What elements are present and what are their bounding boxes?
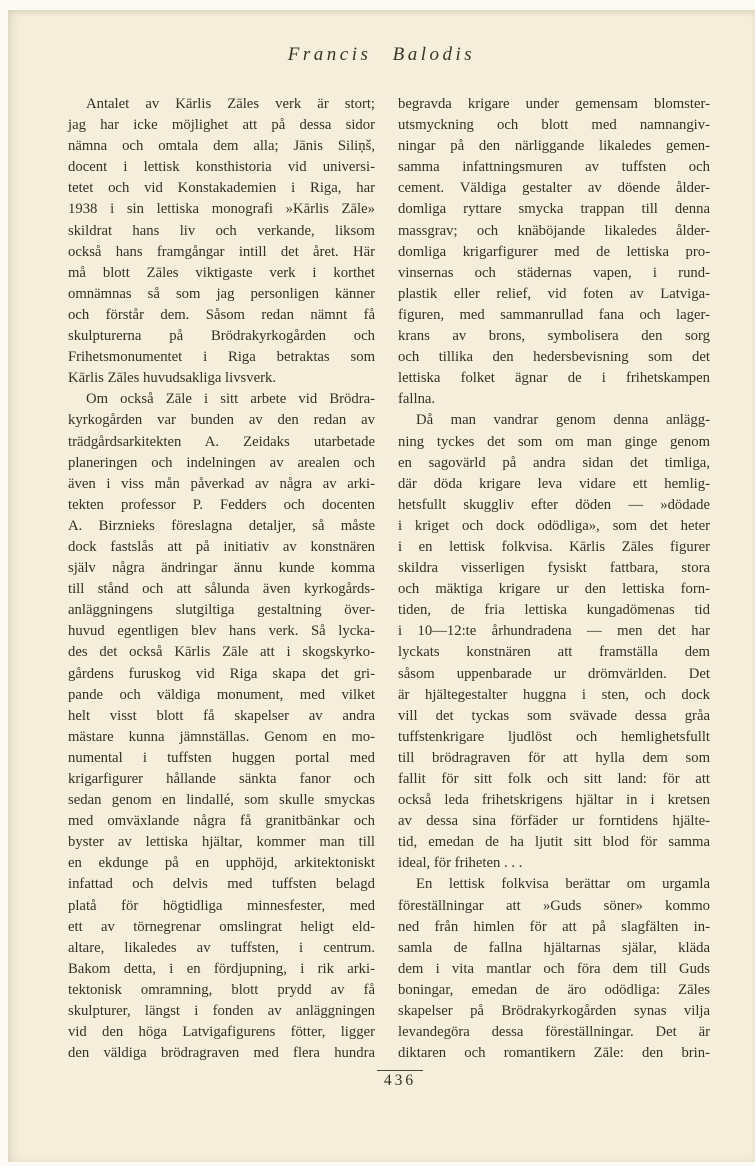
text-line: nämna och omtala dem alla; Jānis Siliņš, [68,138,375,155]
text-line: ideal, för friheten . . . [398,855,523,872]
text-line: och förstår dem. Såsom redan nämnt få [68,306,375,323]
text-line: Kārlis Zāles huvudsakliga livsverk. [68,370,277,387]
text-line: av dessa sina förfäder ur forntidens hjälte- [398,813,710,830]
running-head-author: Francis Balodis [287,44,476,65]
text-line: tekten professor P. Fedders och docenten [68,496,375,513]
text-line: skapelser på Brödrakyrkogården synas vilja [398,1003,710,1020]
text-line: pande och väldiga monument, med vilket [68,686,375,703]
text-line: och mäktiga krigare ur den lettiska forn- [398,581,710,598]
text-line: skulpturer, längst i fonden av anläggningen [68,1003,375,1020]
text-line: samla de fallna hjältarnas själar, kläda [398,939,710,956]
text-line: samma infattningsmuren av tuffsten och [398,159,710,176]
text-line: föreställningar att »Guds söner» kommo [398,897,710,914]
text-line: också leda frihetskrigens hjältar in i kretsen [398,792,710,809]
text-line: tiden, de fria lettiska kungadömenas tid [398,602,710,619]
text-line: kyrkogården var bunden av den redan av [68,412,375,429]
text-line: fallit för sitt folk och sitt land: för att [398,771,710,787]
text-line: helt visst blott få skapelser av andra [68,707,375,724]
text-line: docent i lettisk konsthistoria vid universi- [68,159,375,176]
text-line: i 10—12:te århundradena — men det har [398,623,710,640]
text-line: skildrat hans liv och verkande, liksom [68,222,375,239]
text-line: 1938 i sin lettiska monografi »Kārlis Zāle» [68,201,375,218]
text-line: ett av törnegrenar omslingrat heligt eld- [68,918,375,935]
text-line: i en lettisk folkvisa. Kārlis Zāles figurer [398,538,710,555]
text-line: må blott Zāles viktigaste verk i korthet [68,264,375,281]
text-line: trädgårdsarkitekten A. Zeidaks utarbetade [68,433,375,450]
text-line: tetet och vid Konstakademien i Riga, har [68,180,375,197]
page-number: 436 [383,1072,417,1089]
text-line: lettiska folket ägnar de i frihetskampen [398,370,710,387]
text-line: gårdens furuskog vid Riga skapa det gri- [68,665,375,682]
text-line: des det också Kārlis Zāle att i skogskyrko- [68,644,375,661]
text-line: cement. Väldiga gestalter av döende ålder- [398,180,710,197]
text-line: vinsernas och städernas vapen, i rund- [398,264,710,281]
text-line: Bakom detta, i en fördjupning, i rik arki- [68,960,375,977]
text-line: till brödragraven för att hylla dem som [398,749,710,766]
book-page [8,10,755,1162]
text-line: planeringen och indelningen av arealen och [68,454,375,471]
text-line: den väldiga brödragraven med flera hundra [68,1045,375,1062]
text-line: till stånd och att sålunda även kyrkogårds- [68,581,375,598]
column-left [68,94,375,1064]
text-line: tuffstenkrigare ljudlöst och hemlighetsfullt [398,728,710,745]
text-line: Frihetsmonumentet i Riga betraktas som [68,349,375,366]
text-line: mästare kunna jämnställas. Genom en mo- [68,728,375,745]
text-line: vid den höga Latvigafigurens fötter, ligger [68,1024,375,1041]
text-line: Om också Zāle i sitt arbete vid Brödra- [86,391,375,408]
text-line: där döda krigare leva vidare ett hemlig- [398,475,710,492]
text-line: utsmyckning och blott med namnangiv- [398,117,710,134]
text-columns [68,94,710,1064]
text-line: begravda krigare under gemensam blomster- [398,96,710,112]
text-line: domliga ryttare smycka trappan till denna [398,201,710,218]
text-line: sedan genom en lindallé, som skulle smyckas [68,792,375,809]
text-line: en ekdunge på en upphöjd, arkitektoniskt [68,855,375,872]
text-line: Då man vandrar genom denna anlägg- [416,412,710,429]
column-right [398,94,710,1064]
text-line: krans av brons, symbolisera den sorg [398,328,710,345]
text-line: infattad och delvis med tuffsten belagd [68,876,375,893]
text-line: ningar på den närliggande likaledes gemen- [398,138,710,155]
text-line: diktaren och romantikern Zāle: den brin- [398,1045,710,1062]
text-line: jag har icke möjlighet att på dessa sidor [68,117,375,134]
text-line: skildra visserligen fysiskt fattbara, stora [398,560,710,577]
text-line: figuren, med sammanrullad fana och lager- [398,306,710,323]
text-line: tid, emedan de ha ljutit sitt blod för samma [398,834,710,851]
text-line: massgrav; och knäböjande likaledes ålder- [398,222,710,239]
text-line: skulpturerna på Brödrakyrkogården och [68,328,375,345]
text-line: A. Birznieks föreslagna detaljer, så måste [68,517,375,534]
text-line: huvud egentligen blev hans verk. Så lycka- [68,623,375,640]
text-line: även i viss mån påverkad av några av arki- [68,475,375,492]
text-line: anläggningens slutgiltiga gestaltning över- [68,602,375,619]
text-line: byster av lettiska hjältar, kommer man till [68,834,375,851]
text-line: tektonisk omramning, blott prydd av få [68,981,375,998]
text-line: domliga krigarfigurer med de lettiska pro- [398,243,710,260]
text-line: själv några ändringar ännu kunde komma [68,560,375,577]
text-line: boningar, emedan de äro odödliga: Zāles [398,981,710,998]
page-number-rule [377,1070,423,1071]
text-line: dock fastslås att på initiativ av konstnären [68,538,375,555]
text-line: fallna. [398,391,436,408]
text-line: är hjältegestalter huggna i sten, och dock [398,686,710,703]
text-line: levandegöra dessa föreställningar. Det är [398,1024,710,1041]
text-line: En lettisk folkvisa berättar om urgamla [416,876,710,893]
page-footer [372,1070,428,1090]
text-line: och tillika den hedersbevisning som det [398,349,710,366]
text-line: lyckats konstnären att framställa dem [398,644,710,661]
text-line: också hans framgångar intill det året. Här [68,243,375,260]
text-line: i kriget och dock odödliga», som det heter [398,517,710,534]
text-line: dem i vita mantlar och föra dem till Guds [398,960,710,977]
text-line: numental i tuffsten huggen portal med [68,749,375,766]
text-line: altare, likaledes av tuffsten, i centrum. [68,939,375,956]
text-line: plastik eller relief, vid foten av Latviga- [398,285,710,302]
text-line: med omväxlande några få granitbänkar och [68,813,375,830]
text-line: krigarfigurer hållande sänkta fanor och [68,771,375,787]
text-line: Antalet av Kārlis Zāles verk är stort; [86,96,375,112]
text-line: ned från himlen för att på slagfälten in- [398,918,710,935]
text-line: platå för högtidliga minnesfester, med [68,897,375,914]
text-line: en sagovärld på andra sidan det timliga, [398,454,710,471]
text-line: hetsfullt skuggliv efter döden — »dödade [398,496,710,513]
text-line: såsom uppenbarade ur drömvärlden. Det [398,665,710,682]
text-line: omnämnas så som jag personligen känner [68,285,375,302]
text-line: vill det tyckas som svävade dessa gråa [398,707,710,724]
text-line: ning tyckes det som om man ginge genom [398,433,710,450]
